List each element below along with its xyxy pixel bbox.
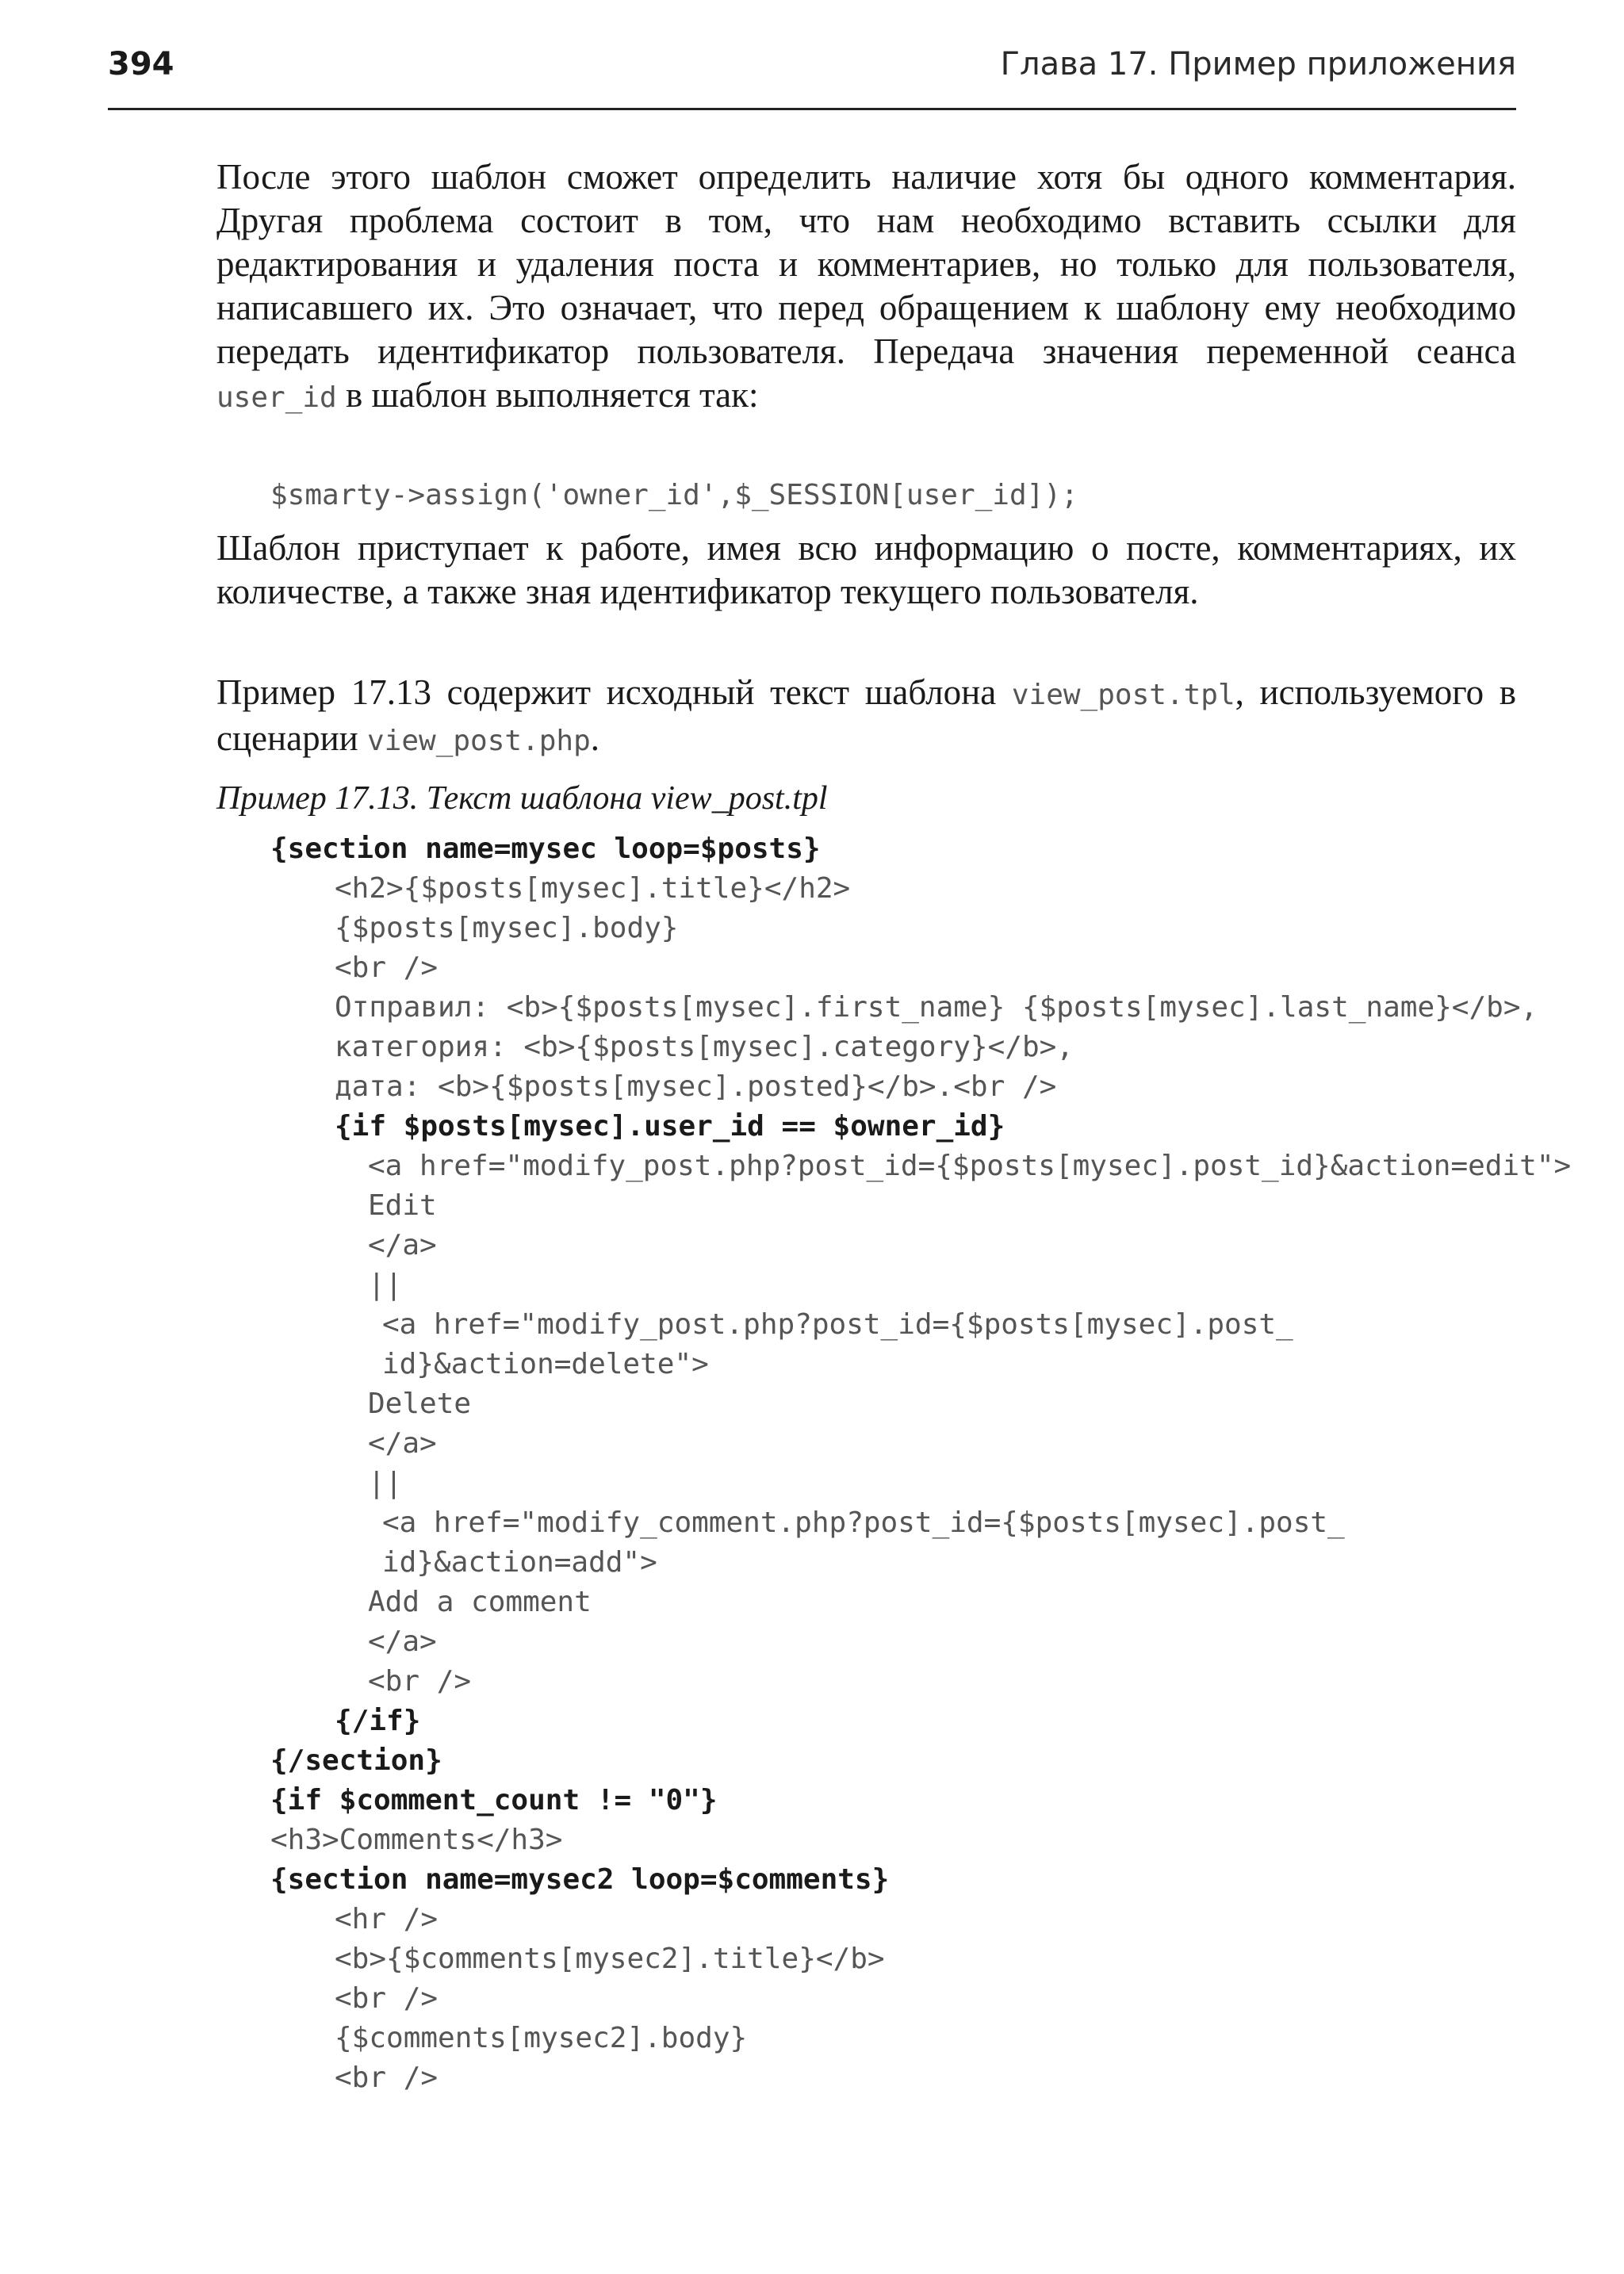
paragraph-example-ref-end: . <box>590 718 600 758</box>
code-line: дата: <b>{$posts[mysec].posted}</b>.<br /> <box>335 1070 1057 1103</box>
code-line: Add a comment <box>368 1586 592 1618</box>
code-line: <hr /> <box>335 1903 439 1935</box>
code-line: || <box>368 1269 403 1301</box>
code-line: </a> <box>368 1625 437 1658</box>
assign-code-line: $smarty->assign('owner_id',$_SESSION[user_id]); <box>270 479 1078 511</box>
code-line: id}&action=delete"> <box>382 1348 709 1380</box>
paragraph-template-info: Шаблон приступает к работе, имея всю информацию о посте, комментариях, их количестве, а также зная идентификатор текущего пользователя. <box>216 528 1516 611</box>
code-line: <b>{$comments[mysec2].title}</b> <box>335 1943 885 1975</box>
code-line: {$comments[mysec2].body} <box>335 2022 748 2054</box>
code-line: <a href="modify_comment.php?post_id={$posts[mysec].post_ <box>382 1506 1345 1539</box>
code-line: Edit <box>368 1189 437 1222</box>
code-line: {section name=mysec2 loop=$comments} <box>270 1863 890 1896</box>
code-line: {if $posts[mysec].user_id == $owner_id} <box>335 1110 1005 1143</box>
code-line: {$posts[mysec].body} <box>335 912 679 944</box>
code-line: <br /> <box>368 1665 472 1698</box>
code-line: </a> <box>368 1229 437 1261</box>
paragraph-intro <box>216 155 1516 419</box>
inline-code-user-id: user_id <box>216 381 337 414</box>
running-header <box>108 41 1516 110</box>
paragraph-intro-text: После этого шаблон сможет определить наличие хотя бы одного комментария. Другая проблема состоит в том, что нам необходимо вставить ссылки для редактирования и удаления поста и комментариев, но только для пользователя, написавшего их. Это означает, что перед обращением к шаблону ему необходимо передать идентификатор пользователя. Передача значения переменной сеанса <box>216 157 1516 371</box>
code-line: <h2>{$posts[mysec].title}</h2> <box>335 872 851 905</box>
paragraph-example-ref <box>216 671 1516 763</box>
code-line: {/if} <box>335 1705 421 1737</box>
code-line: <br /> <box>335 1982 439 2015</box>
code-line: {if $comment_count != "0"} <box>270 1784 718 1817</box>
code-line: </a> <box>368 1427 437 1460</box>
code-line: <a href="modify_post.php?post_id={$posts[mysec].post_ <box>382 1308 1293 1341</box>
paragraph-intro-tail: в шаблон выполняется так: <box>345 375 759 415</box>
code-line: <a href="modify_post.php?post_id={$posts[mysec].post_id}&action=edit"> <box>368 1150 1572 1182</box>
code-line: {section name=mysec loop=$posts} <box>270 833 821 865</box>
example-caption: Пример 17.13. Текст шаблона view_post.tpl <box>216 780 828 817</box>
code-line: Отправил: <b>{$posts[mysec].first_name} {$posts[mysec].last_name}</b>, <box>335 991 1538 1024</box>
code-line: || <box>368 1467 403 1499</box>
code-line: id}&action=add"> <box>382 1546 657 1579</box>
code-line: Delete <box>368 1388 472 1420</box>
code-line: <br /> <box>335 951 439 984</box>
code-line: категория: <b>{$posts[mysec].category}</b>, <box>335 1031 1074 1063</box>
page-number: 394 <box>108 46 174 82</box>
inline-code-view-post-tpl: view_post.tpl <box>1011 679 1235 711</box>
inline-code-view-post-php: view_post.php <box>367 725 591 757</box>
paragraph-example-ref-start: Пример 17.13 содержит исходный текст шаблона <box>216 672 997 712</box>
code-line: {/section} <box>270 1744 442 1777</box>
chapter-title: Глава 17. Пример приложения <box>1000 46 1516 82</box>
paragraph-example-ref-mid: , используемого в сценарии <box>216 672 1517 758</box>
code-line: <br /> <box>335 2062 439 2094</box>
code-line: <h3>Comments</h3> <box>270 1824 563 1856</box>
